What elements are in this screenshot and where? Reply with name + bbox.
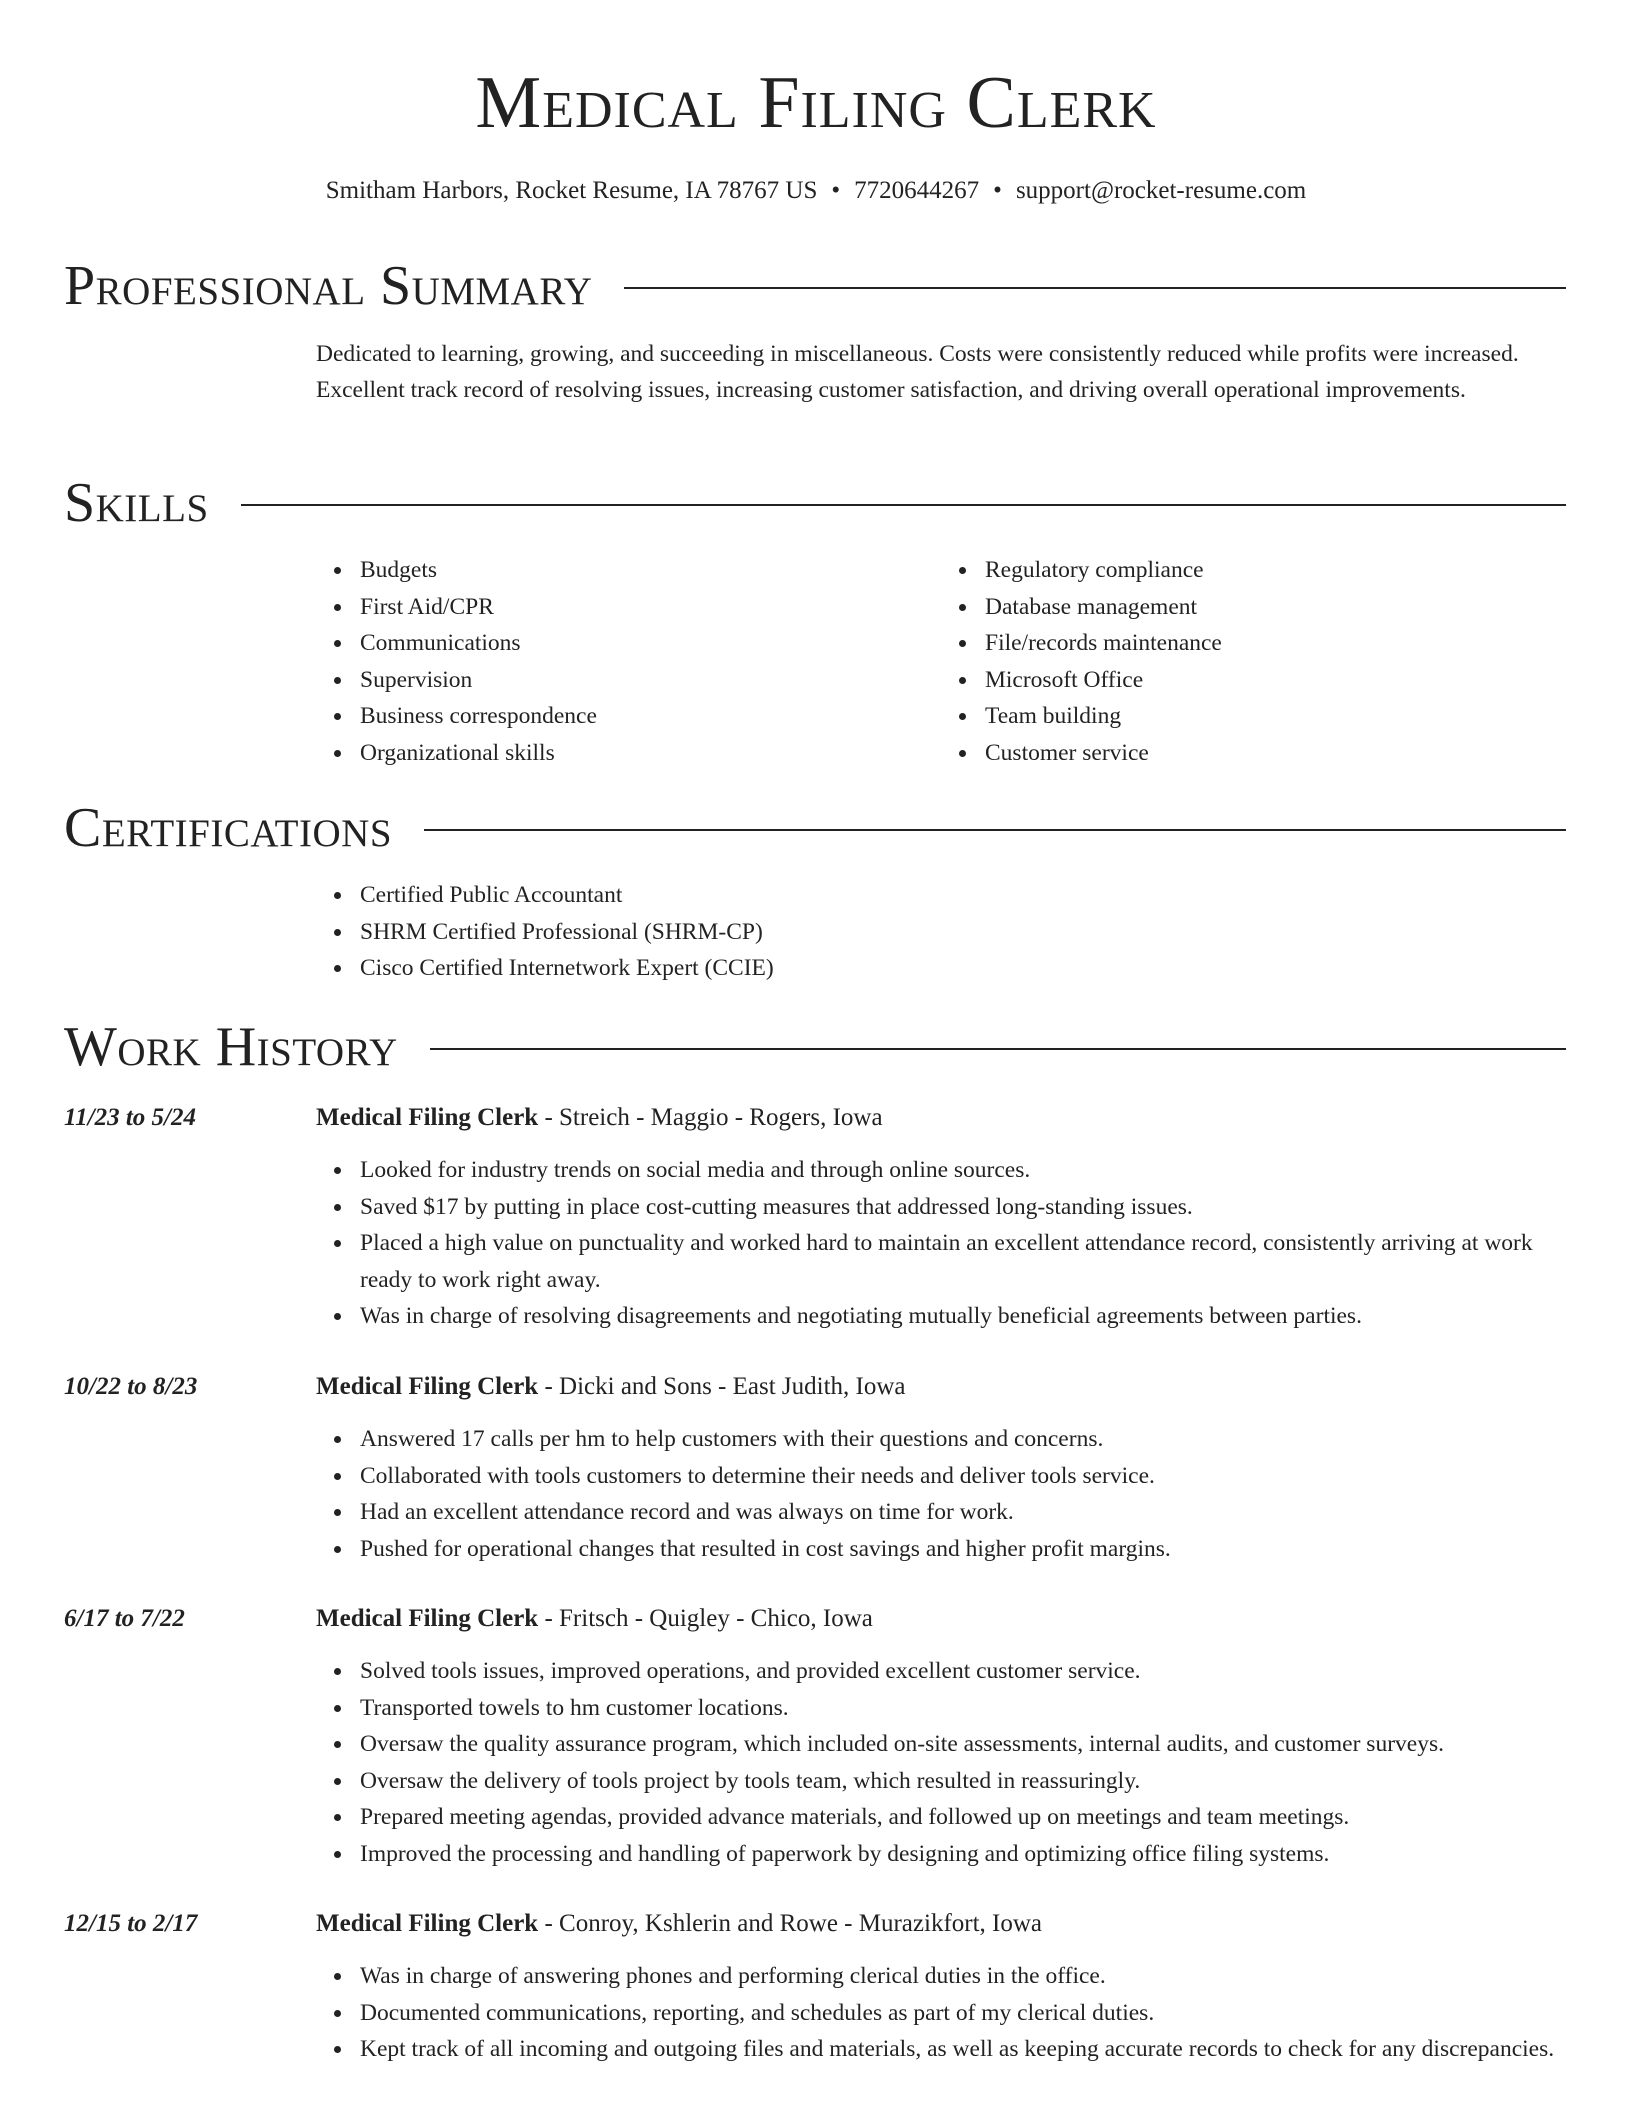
job-dates: 10/22 to 8/23 [64, 1373, 198, 1400]
list-item: Oversaw the quality assurance program, which included on-site assessments, internal audits, and customer surveys. [360, 1726, 1566, 1763]
list-item: Database management [985, 589, 1566, 626]
list-item: Team building [985, 698, 1566, 735]
list-item: Was in charge of resolving disagreements and negotiating mutually beneficial agreements between parties. [360, 1298, 1566, 1335]
list-item: First Aid/CPR [360, 589, 941, 626]
list-item: Supervision [360, 662, 941, 699]
skills-section-header [64, 471, 1566, 535]
contact-phone: 7720644267 [854, 177, 980, 204]
summary-heading: Professional Summary [64, 255, 593, 317]
list-item: Microsoft Office [985, 662, 1566, 699]
summary-text: Dedicated to learning, growing, and succeeding in miscellaneous. Costs were consistently reduced while profits were increased. Excellent track record of resolving issues, increasing customer satisfaction, and driving overall operational improvements. [316, 341, 1519, 403]
list-item: Business correspondence [360, 698, 941, 735]
list-item: Solved tools issues, improved operations, and provided excellent customer service. [360, 1653, 1566, 1690]
section-divider [424, 829, 1566, 831]
list-item: Documented communications, reporting, and schedules as part of my clerical duties. [360, 1995, 1566, 2032]
candidate-name: Medical Filing Clerk [475, 62, 1157, 144]
certifications-heading: Certifications [64, 797, 393, 859]
contact-separator: • [993, 177, 1002, 204]
section-divider [430, 1048, 1566, 1050]
contact-email: support@rocket-resume.com [1015, 177, 1307, 204]
summary-block [316, 336, 1566, 408]
contact-separator: • [831, 177, 841, 204]
list-item: Budgets [360, 552, 941, 589]
list-item: Saved $17 by putting in place cost-cutting measures that addressed long-standing issues. [360, 1189, 1566, 1226]
job-title-line [316, 1601, 873, 1637]
job-title: Medical Filing Clerk [316, 1910, 539, 1937]
list-item: Transported towels to hm customer locations. [360, 1690, 1566, 1727]
list-item: Prepared meeting agendas, provided advance materials, and followed up on meetings and team meetings. [360, 1799, 1566, 1836]
certifications-list [316, 877, 1566, 987]
job-title-line [316, 1369, 906, 1405]
section-divider [241, 504, 1566, 506]
list-item: Pushed for operational changes that resulted in cost savings and higher profit margins. [360, 1531, 1566, 1568]
list-item: Regulatory compliance [985, 552, 1566, 589]
job-dates: 11/23 to 5/24 [64, 1104, 196, 1131]
skills-list-left [316, 552, 941, 771]
contact-address: Smitham Harbors, Rocket Resume, IA 78767 US [325, 177, 818, 204]
list-item: Placed a high value on punctuality and worked hard to maintain an excellent attendance record, consistently arriving at work ready to work right away. [360, 1225, 1566, 1298]
job-title: Medical Filing Clerk [316, 1605, 539, 1632]
list-item: Looked for industry trends on social media and through online sources. [360, 1152, 1566, 1189]
work-history-section-header [64, 1015, 1566, 1079]
job-title-line [316, 1100, 883, 1136]
list-item: File/records maintenance [985, 625, 1566, 662]
list-item: Certified Public Accountant [360, 877, 1566, 914]
job-duties-list [316, 1958, 1566, 2068]
job-employer: - Dicki and Sons - East Judith, Iowa [538, 1373, 906, 1400]
job-title: Medical Filing Clerk [316, 1104, 539, 1131]
list-item: Customer service [985, 735, 1566, 772]
list-item: Had an excellent attendance record and was always on time for work. [360, 1494, 1566, 1531]
job-duties-list [316, 1421, 1566, 1567]
work-history-heading: Work History [64, 1016, 398, 1078]
certifications-section-header [64, 796, 1566, 860]
skills-list-right [941, 552, 1566, 771]
skills-heading: Skills [64, 472, 209, 534]
section-divider [624, 287, 1566, 289]
job-dates: 12/15 to 2/17 [64, 1910, 198, 1937]
list-item: Communications [360, 625, 941, 662]
list-item: Oversaw the delivery of tools project by tools team, which resulted in reassuringly. [360, 1763, 1566, 1800]
job-duties-list [316, 1653, 1566, 1872]
job-dates: 6/17 to 7/22 [64, 1605, 185, 1632]
list-item: Answered 17 calls per hm to help customers with their questions and concerns. [360, 1421, 1566, 1458]
job-employer: - Conroy, Kshlerin and Rowe - Murazikfort, Iowa [538, 1910, 1043, 1937]
list-item: Improved the processing and handling of paperwork by designing and optimizing office filing systems. [360, 1836, 1566, 1873]
list-item: Kept track of all incoming and outgoing files and materials, as well as keeping accurate records to check for any discrepancies. [360, 2031, 1566, 2068]
list-item: Collaborated with tools customers to determine their needs and deliver tools service. [360, 1458, 1566, 1495]
list-item: SHRM Certified Professional (SHRM-CP) [360, 914, 1566, 951]
list-item: Organizational skills [360, 735, 941, 772]
skills-columns [316, 552, 1566, 771]
contact-line [0, 175, 1632, 207]
job-title: Medical Filing Clerk [316, 1373, 539, 1400]
job-employer: - Streich - Maggio - Rogers, Iowa [538, 1104, 883, 1131]
certifications-block [316, 877, 1566, 987]
summary-section-header [64, 254, 1566, 318]
job-duties-list [316, 1152, 1566, 1335]
list-item: Cisco Certified Internetwork Expert (CCIE) [360, 950, 1566, 987]
job-title-line [316, 1906, 1042, 1942]
list-item: Was in charge of answering phones and performing clerical duties in the office. [360, 1958, 1566, 1995]
skills-block [316, 552, 1566, 771]
job-employer: - Fritsch - Quigley - Chico, Iowa [538, 1605, 873, 1632]
